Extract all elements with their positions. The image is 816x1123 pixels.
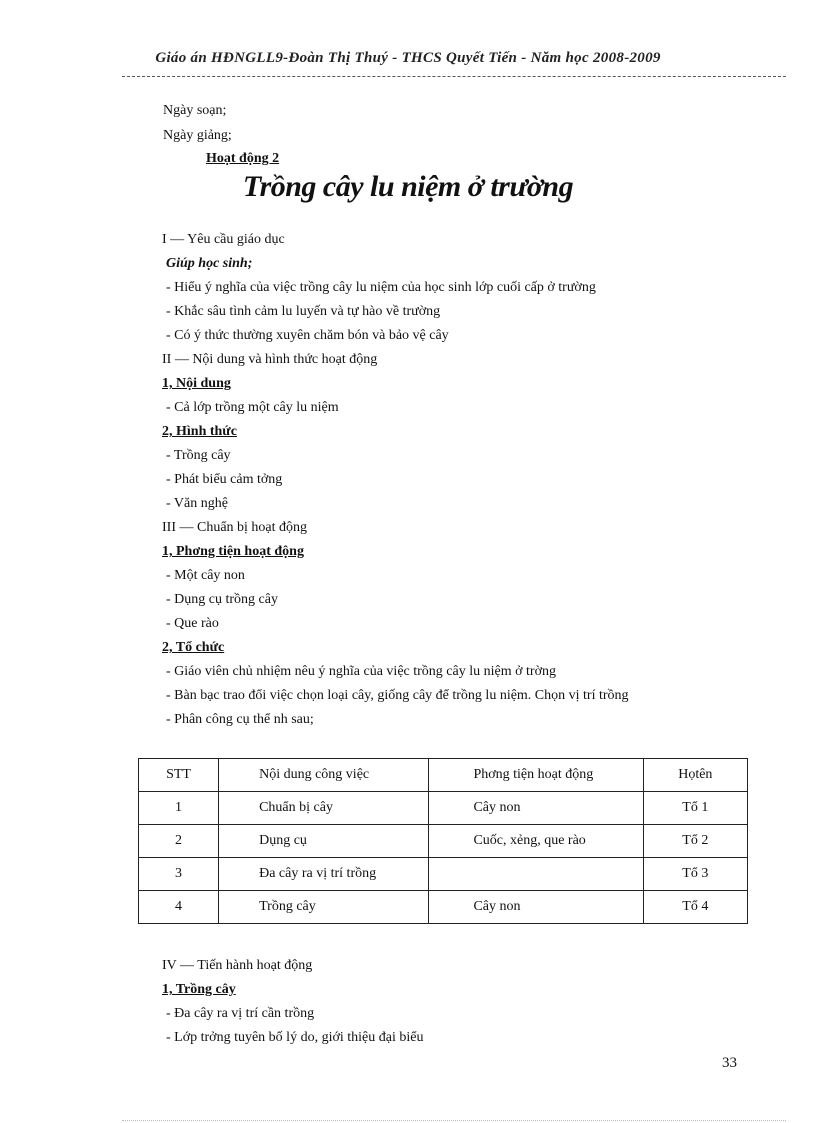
section-subheading: 2, Hình thức bbox=[162, 424, 237, 439]
means-cell: Cây non bbox=[429, 792, 643, 825]
task-cell: Dụng cụ bbox=[219, 825, 429, 858]
means-cell bbox=[429, 858, 643, 891]
page-title: Trồng cây lu niệm ở trường bbox=[242, 170, 574, 203]
table-header-row bbox=[139, 759, 748, 792]
table-row bbox=[139, 825, 748, 858]
section-heading: IV — Tiến hành hoạt động bbox=[162, 958, 313, 973]
list-item: - Cả lớp trồng một cây lu niệm bbox=[166, 400, 339, 415]
stt-cell: 4 bbox=[139, 891, 219, 924]
table-row bbox=[139, 858, 748, 891]
list-item: - Dụng cụ trồng cây bbox=[166, 592, 278, 607]
name-cell: Tổ 4 bbox=[643, 891, 747, 924]
column-header: STT bbox=[139, 759, 219, 792]
prep-date: Ngày soạn; bbox=[163, 103, 227, 118]
task-cell: Chuẩn bị cây bbox=[219, 792, 429, 825]
list-item: - Có ý thức thường xuyên chăm bón và bảo vệ cây bbox=[166, 328, 449, 343]
list-item: - Một cây non bbox=[166, 568, 245, 583]
teach-date: Ngày giảng; bbox=[163, 128, 232, 143]
means-cell: Cây non bbox=[429, 891, 643, 924]
list-item: - Phát biểu cảm tởng bbox=[166, 472, 283, 487]
footer-divider bbox=[122, 1120, 786, 1121]
column-header: Họtên bbox=[643, 759, 747, 792]
task-cell: Trồng cây bbox=[219, 891, 429, 924]
section-subheading: 1, Nội dung bbox=[162, 376, 231, 391]
list-item: - Lớp trởng tuyên bố lý do, giới thiệu đại biểu bbox=[166, 1030, 424, 1045]
section-heading: I — Yêu cầu giáo dục bbox=[162, 232, 285, 247]
list-item: - Giáo viên chủ nhiệm nêu ý nghĩa của việc trồng cây lu niệm ở trờng bbox=[166, 664, 556, 679]
section-heading: II — Nội dung và hình thức hoạt động bbox=[162, 352, 378, 367]
list-item: - Văn nghệ bbox=[166, 496, 228, 511]
list-item: - Phân công cụ thể nh sau; bbox=[166, 712, 314, 727]
section-heading: III — Chuẩn bị hoạt động bbox=[162, 520, 308, 535]
stt-cell: 3 bbox=[139, 858, 219, 891]
page-header: Giáo án HĐNGLL9-Đoàn Thị Thuý - THCS Quyết Tiến - Năm học 2008-2009 bbox=[155, 50, 661, 66]
name-cell: Tổ 1 bbox=[643, 792, 747, 825]
section-subheading: 2, Tổ chức bbox=[162, 640, 225, 655]
table-row bbox=[139, 891, 748, 924]
column-header: Nội dung công việc bbox=[219, 759, 429, 792]
list-item: - Trồng cây bbox=[166, 448, 231, 463]
section-subheading: 1, Phơng tiện hoạt động bbox=[162, 544, 304, 559]
column-header: Phơng tiện hoạt động bbox=[429, 759, 643, 792]
list-item: - Que rào bbox=[166, 616, 219, 631]
assignment-table bbox=[138, 758, 748, 924]
name-cell: Tổ 3 bbox=[643, 858, 747, 891]
task-cell: Đa cây ra vị trí trồng bbox=[219, 858, 429, 891]
list-item: - Khắc sâu tình cảm lu luyến và tự hào về trường bbox=[166, 304, 441, 319]
means-cell: Cuốc, xẻng, que rào bbox=[429, 825, 643, 858]
name-cell: Tổ 2 bbox=[643, 825, 747, 858]
list-item: - Bàn bạc trao đổi việc chọn loại cây, giống cây để trồng lu niệm. Chọn vị trí trồng bbox=[166, 688, 629, 703]
header-divider bbox=[122, 76, 786, 77]
stt-cell: 1 bbox=[139, 792, 219, 825]
section-heading: Giúp học sinh; bbox=[166, 256, 253, 271]
list-item: - Hiểu ý nghĩa của việc trồng cây lu niệm của học sinh lớp cuối cấp ở trường bbox=[166, 280, 596, 295]
section-subheading: 1, Trồng cây bbox=[162, 982, 236, 997]
stt-cell: 2 bbox=[139, 825, 219, 858]
table-row bbox=[139, 792, 748, 825]
activity-label: Hoạt động 2 bbox=[206, 151, 280, 166]
list-item: - Đa cây ra vị trí cần trồng bbox=[166, 1006, 315, 1021]
page-number: 33 bbox=[722, 1055, 737, 1071]
